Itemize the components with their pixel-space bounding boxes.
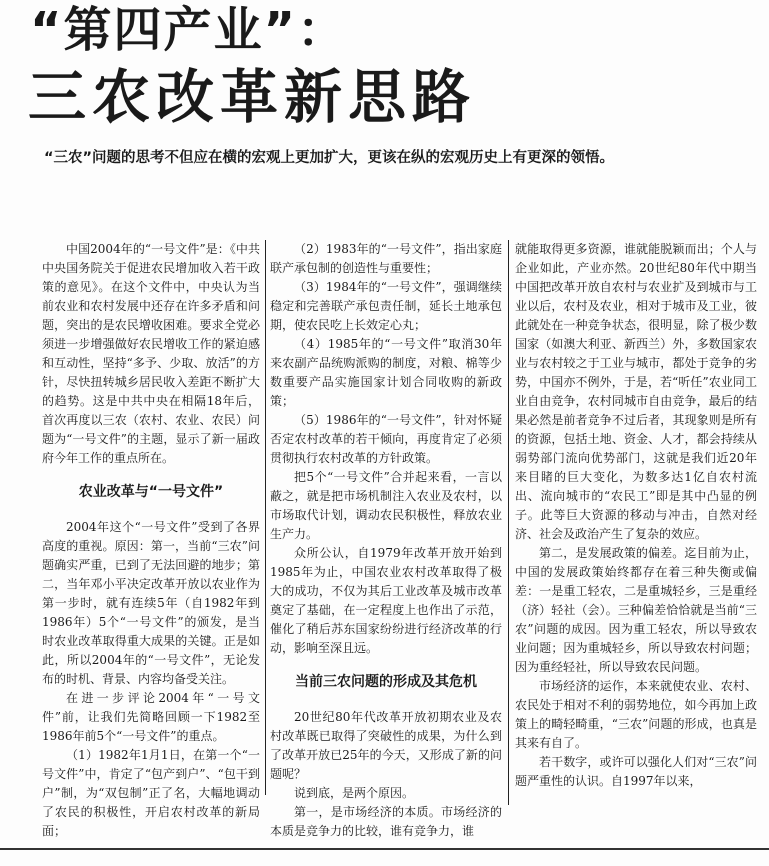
subtitle: “三农”问题的思考不但应在横的宏观上更加扩大，更该在纵的宏观历史上有更深的领悟。 [44,150,615,166]
paragraph: 说到底，是两个原因。 [294,786,415,800]
paragraph: （1）1982年1月1日，在第一个“一号文件”中，肯定了“包产到户”、“包干到户”制，为“双包制”正了名，大幅地调动了农民的积极性，开启农村改革的新局面； [42,748,260,838]
column-1 [42,240,260,841]
paragraph: （3）1984年的“一号文件”，强调继续稳定和完善联产承包责任制，延长土地承包期，使农民吃上长效定心丸； [270,280,502,332]
section-heading: 当前三农问题的形成及其危机 [295,674,477,690]
section-heading: 农业改革与“一号文件” [78,484,224,500]
paragraph: 第一，是市场经济的本质。市场经济的本质是竞争力的比较，谁有竞争力，谁 [270,805,502,838]
paragraph: 在进一步评论2004年“一号文件”前，让我们先简略回顾一下1982至1986年前5个“一号文件”的重点。 [42,691,260,743]
paragraph: 众所公认，自1979年改革开放开始到1985年为止，中国农业农村改革取得了极大的成功，不仅为其后工业改革及城市改革奠定了基础，在一定程度上也作出了示范，催化了稍后苏东国家纷纷进行经济改革的行动，影响至深且远。 [270,546,502,655]
paragraph: （5）1986年的“一号文件”，针对怀疑否定农村改革的若干倾向，再度肯定了必须贯彻执行农村改革的方针政策。 [270,413,502,465]
column-3 [515,240,757,791]
paragraph: 第二，是发展政策的偏差。迄目前为止，中国的发展政策始终都存在着三种失衡或偏差：一是重工轻农，二是重城轻乡，三是重经（济）轻社（会）。三种偏差恰恰就是当前“三农”问题的成因。因为重工轻农，所以导致农业问题；因为重城轻乡，所以导致农村问题；因为重经轻社，所以导致农民问题。 [515,546,757,674]
paragraph: 20世纪80年代改革开放初期农业及农村改革既已取得了突破性的成果，为什么到了改革开放已25年的今天，又形成了新的问题呢？ [270,710,502,781]
paragraph: 2004年这个“一号文件”受到了各界高度的重视。原因：第一，当前“三农”问题确实严重，已到了无法回避的地步；第二，当年邓小平决定改革开放以农业作为第一步时，就有连续5年（自1982年到1986年）5个“一号文件”的颁发，是当时农业改革取得重大成果的关键。正是如此，所以2004年的“一号文件”，无论发布的时机、背景、内容均备受关注。 [42,520,260,686]
paragraph: （2）1983年的“一号文件”，指出家庭联产承包制的创造性与重要性； [270,242,502,275]
title-line-1: “第四产业”： [30,2,348,58]
bottom-rule [0,848,769,850]
column-divider [265,240,266,795]
paragraph: 若干数字，或许可以强化人们对“三农”问题严重性的认识。自1997年以来， [515,755,757,788]
paragraph: 市场经济的运作，本来就使农业、农村、农民处于相对不利的弱势地位，如今再加上政策上的畸轻畸重，“三农”问题的形成，也真是其来有自了。 [515,679,757,750]
title-line-2: 三农改革新思路 [28,63,477,131]
column-divider [508,240,509,805]
paragraph: （4）1985年的“一号文件”取消30年来农副产品统购派购的制度，对粮、棉等少数重要产品实施国家计划合同收购的新政策； [270,337,502,408]
paragraph: 把5个“一号文件”合并起来看，一言以蔽之，就是把市场机制注入农业及农村，以市场取代计划，调动农民积极性，释放农业生产力。 [270,470,502,541]
column-2 [270,240,502,841]
paragraph: 就能取得更多资源，谁就能脱颖而出；个人与企业如此，产业亦然。20世纪80年代中期当中国把改革开放自农村与农业扩及到城市与工业以后，农村及农业，相对于城市及工业，彼此就处在一种竞争状态，很明显，除了极少数国家（如澳大利亚、新西兰）外，多数国家农业与农村较之于工业与城市，都处于竞争的劣势，中国亦不例外，于是，若“听任”农业同工业自由竞争，农村同城市自由竞争，最后的结果必然是前者竞争不过后者，其现象则是所有的资源，包括土地、资金、人才，都会持续从弱势部门流向优势部门，这就是我们近20年来目睹的巨大变化，为数多达1亿自农村流出、流向城市的“农民工”即是其中凸显的例子。此等巨大资源的移动与冲击，自然对经济、社会及政治产生了复杂的效应。 [515,242,757,541]
paragraph: 中国2004年的“一号文件”是：《中共中央国务院关于促进农民增加收入若干政策的意见》。在这个文件中，中央认为当前农业和农村发展中还存在许多矛盾和问题，突出的是农民增收困难。要求全党必须进一步增强做好农民增收工作的紧迫感和互动性，坚持“多予、少取、放活”的方针，尽快扭转城乡居民收入差距不断扩大的趋势。这是中共中央在相隔18年后，首次再度以三农（农村、农业、农民）问题为“一号文件”的主题，显示了新一届政府今年工作的重点所在。 [42,242,260,465]
